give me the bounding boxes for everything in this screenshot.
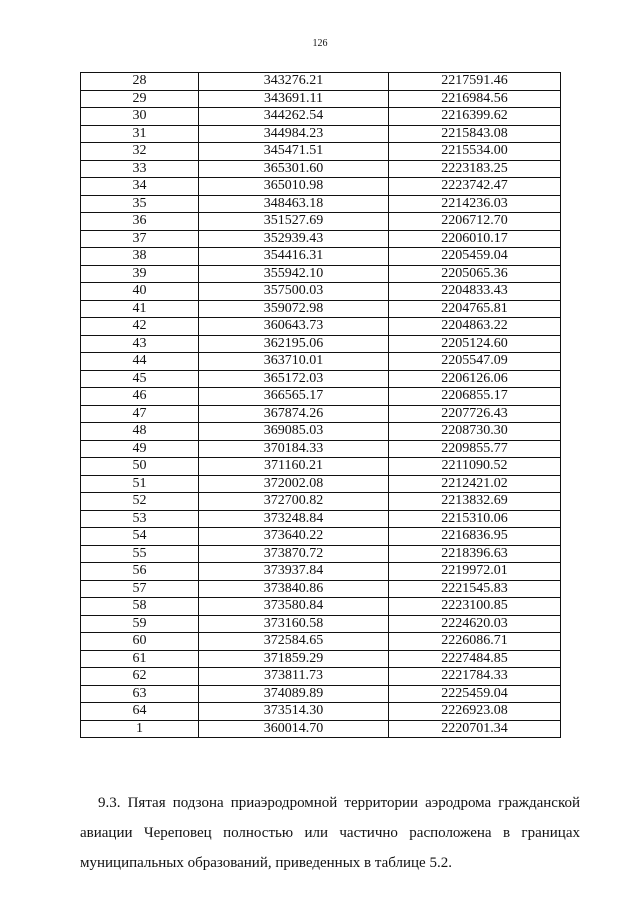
point-number-cell: 62 — [81, 668, 199, 686]
y-coordinate-cell: 2225459.04 — [389, 685, 561, 703]
y-coordinate-cell: 2206712.70 — [389, 213, 561, 231]
table-row — [81, 510, 561, 528]
x-coordinate-cell: 373640.22 — [199, 528, 389, 546]
point-number-cell: 46 — [81, 388, 199, 406]
x-coordinate-cell: 366565.17 — [199, 388, 389, 406]
table-row — [81, 458, 561, 476]
y-coordinate-cell: 2216836.95 — [389, 528, 561, 546]
table-row — [81, 703, 561, 721]
table-row — [81, 405, 561, 423]
table-row — [81, 335, 561, 353]
x-coordinate-cell: 373160.58 — [199, 615, 389, 633]
point-number-cell: 34 — [81, 178, 199, 196]
x-coordinate-cell: 372584.65 — [199, 633, 389, 651]
y-coordinate-cell: 2226086.71 — [389, 633, 561, 651]
point-number-cell: 29 — [81, 90, 199, 108]
x-coordinate-cell: 373514.30 — [199, 703, 389, 721]
table-row — [81, 283, 561, 301]
y-coordinate-cell: 2218396.63 — [389, 545, 561, 563]
y-coordinate-cell: 2208730.30 — [389, 423, 561, 441]
table-row — [81, 230, 561, 248]
y-coordinate-cell: 2206010.17 — [389, 230, 561, 248]
point-number-cell: 44 — [81, 353, 199, 371]
x-coordinate-cell: 363710.01 — [199, 353, 389, 371]
table-row — [81, 248, 561, 266]
x-coordinate-cell: 343691.11 — [199, 90, 389, 108]
point-number-cell: 45 — [81, 370, 199, 388]
point-number-cell: 52 — [81, 493, 199, 511]
point-number-cell: 32 — [81, 143, 199, 161]
x-coordinate-cell: 360643.73 — [199, 318, 389, 336]
table-row — [81, 615, 561, 633]
x-coordinate-cell: 370184.33 — [199, 440, 389, 458]
point-number-cell: 43 — [81, 335, 199, 353]
paragraph-line-2: авиации Череповец полностью или частично расположена в границах — [80, 825, 580, 841]
x-coordinate-cell: 357500.03 — [199, 283, 389, 301]
table-row — [81, 440, 561, 458]
y-coordinate-cell: 2220701.34 — [389, 720, 561, 738]
paragraph-line-1: 9.3. Пятая подзона приаэродромной территории аэродрома гражданской — [98, 795, 580, 811]
table-row — [81, 178, 561, 196]
x-coordinate-cell: 360014.70 — [199, 720, 389, 738]
table-row — [81, 388, 561, 406]
x-coordinate-cell: 371859.29 — [199, 650, 389, 668]
y-coordinate-cell: 2204863.22 — [389, 318, 561, 336]
point-number-cell: 47 — [81, 405, 199, 423]
point-number-cell: 51 — [81, 475, 199, 493]
point-number-cell: 28 — [81, 73, 199, 91]
y-coordinate-cell: 2221784.33 — [389, 668, 561, 686]
x-coordinate-cell: 373580.84 — [199, 598, 389, 616]
table-row — [81, 475, 561, 493]
table-row — [81, 353, 561, 371]
point-number-cell: 33 — [81, 160, 199, 178]
point-number-cell: 49 — [81, 440, 199, 458]
y-coordinate-cell: 2213832.69 — [389, 493, 561, 511]
table-row — [81, 108, 561, 126]
x-coordinate-cell: 351527.69 — [199, 213, 389, 231]
table-row — [81, 90, 561, 108]
point-number-cell: 40 — [81, 283, 199, 301]
x-coordinate-cell: 367874.26 — [199, 405, 389, 423]
x-coordinate-cell: 369085.03 — [199, 423, 389, 441]
table-row — [81, 563, 561, 581]
x-coordinate-cell: 374089.89 — [199, 685, 389, 703]
point-number-cell: 37 — [81, 230, 199, 248]
point-number-cell: 64 — [81, 703, 199, 721]
x-coordinate-cell: 343276.21 — [199, 73, 389, 91]
table-row — [81, 598, 561, 616]
point-number-cell: 53 — [81, 510, 199, 528]
y-coordinate-cell: 2205547.09 — [389, 353, 561, 371]
x-coordinate-cell: 373840.86 — [199, 580, 389, 598]
y-coordinate-cell: 2206855.17 — [389, 388, 561, 406]
y-coordinate-cell: 2224620.03 — [389, 615, 561, 633]
point-number-cell: 63 — [81, 685, 199, 703]
y-coordinate-cell: 2211090.52 — [389, 458, 561, 476]
x-coordinate-cell: 362195.06 — [199, 335, 389, 353]
table-row — [81, 423, 561, 441]
y-coordinate-cell: 2204833.43 — [389, 283, 561, 301]
point-number-cell: 1 — [81, 720, 199, 738]
x-coordinate-cell: 344984.23 — [199, 125, 389, 143]
table-row — [81, 668, 561, 686]
table-row — [81, 370, 561, 388]
y-coordinate-cell: 2215310.06 — [389, 510, 561, 528]
y-coordinate-cell: 2212421.02 — [389, 475, 561, 493]
y-coordinate-cell: 2223183.25 — [389, 160, 561, 178]
point-number-cell: 48 — [81, 423, 199, 441]
table-row — [81, 580, 561, 598]
table-row — [81, 318, 561, 336]
point-number-cell: 42 — [81, 318, 199, 336]
x-coordinate-cell: 372700.82 — [199, 493, 389, 511]
point-number-cell: 57 — [81, 580, 199, 598]
x-coordinate-cell: 354416.31 — [199, 248, 389, 266]
x-coordinate-cell: 348463.18 — [199, 195, 389, 213]
page-number: 126 — [312, 38, 328, 49]
y-coordinate-cell: 2207726.43 — [389, 405, 561, 423]
table-row — [81, 125, 561, 143]
point-number-cell: 39 — [81, 265, 199, 283]
coordinates-table — [80, 72, 561, 738]
y-coordinate-cell: 2216399.62 — [389, 108, 561, 126]
table-row — [81, 650, 561, 668]
table-row — [81, 143, 561, 161]
x-coordinate-cell: 344262.54 — [199, 108, 389, 126]
coordinates-table-body — [81, 73, 561, 738]
point-number-cell: 38 — [81, 248, 199, 266]
x-coordinate-cell: 359072.98 — [199, 300, 389, 318]
y-coordinate-cell: 2219972.01 — [389, 563, 561, 581]
y-coordinate-cell: 2223100.85 — [389, 598, 561, 616]
table-row — [81, 685, 561, 703]
point-number-cell: 56 — [81, 563, 199, 581]
y-coordinate-cell: 2204765.81 — [389, 300, 561, 318]
x-coordinate-cell: 365010.98 — [199, 178, 389, 196]
y-coordinate-cell: 2214236.03 — [389, 195, 561, 213]
y-coordinate-cell: 2205124.60 — [389, 335, 561, 353]
y-coordinate-cell: 2217591.46 — [389, 73, 561, 91]
point-number-cell: 30 — [81, 108, 199, 126]
y-coordinate-cell: 2205065.36 — [389, 265, 561, 283]
x-coordinate-cell: 352939.43 — [199, 230, 389, 248]
x-coordinate-cell: 365172.03 — [199, 370, 389, 388]
table-row — [81, 265, 561, 283]
table-row — [81, 300, 561, 318]
y-coordinate-cell: 2216984.56 — [389, 90, 561, 108]
point-number-cell: 60 — [81, 633, 199, 651]
x-coordinate-cell: 355942.10 — [199, 265, 389, 283]
table-row — [81, 545, 561, 563]
table-row — [81, 213, 561, 231]
x-coordinate-cell: 373870.72 — [199, 545, 389, 563]
table-row — [81, 720, 561, 738]
body-paragraph — [80, 788, 580, 878]
y-coordinate-cell: 2226923.08 — [389, 703, 561, 721]
y-coordinate-cell: 2227484.85 — [389, 650, 561, 668]
y-coordinate-cell: 2215843.08 — [389, 125, 561, 143]
table-row — [81, 493, 561, 511]
table-row — [81, 73, 561, 91]
point-number-cell: 61 — [81, 650, 199, 668]
x-coordinate-cell: 345471.51 — [199, 143, 389, 161]
x-coordinate-cell: 373248.84 — [199, 510, 389, 528]
table-row — [81, 195, 561, 213]
point-number-cell: 54 — [81, 528, 199, 546]
y-coordinate-cell: 2205459.04 — [389, 248, 561, 266]
x-coordinate-cell: 372002.08 — [199, 475, 389, 493]
point-number-cell: 55 — [81, 545, 199, 563]
y-coordinate-cell: 2209855.77 — [389, 440, 561, 458]
paragraph-line-3: муниципальных образований, приведенных в таблице 5.2. — [80, 855, 452, 871]
point-number-cell: 36 — [81, 213, 199, 231]
x-coordinate-cell: 365301.60 — [199, 160, 389, 178]
point-number-cell: 41 — [81, 300, 199, 318]
table-row — [81, 160, 561, 178]
point-number-cell: 59 — [81, 615, 199, 633]
x-coordinate-cell: 373937.84 — [199, 563, 389, 581]
point-number-cell: 58 — [81, 598, 199, 616]
y-coordinate-cell: 2215534.00 — [389, 143, 561, 161]
point-number-cell: 50 — [81, 458, 199, 476]
x-coordinate-cell: 371160.21 — [199, 458, 389, 476]
table-row — [81, 633, 561, 651]
point-number-cell: 31 — [81, 125, 199, 143]
y-coordinate-cell: 2206126.06 — [389, 370, 561, 388]
table-row — [81, 528, 561, 546]
x-coordinate-cell: 373811.73 — [199, 668, 389, 686]
point-number-cell: 35 — [81, 195, 199, 213]
y-coordinate-cell: 2221545.83 — [389, 580, 561, 598]
y-coordinate-cell: 2223742.47 — [389, 178, 561, 196]
